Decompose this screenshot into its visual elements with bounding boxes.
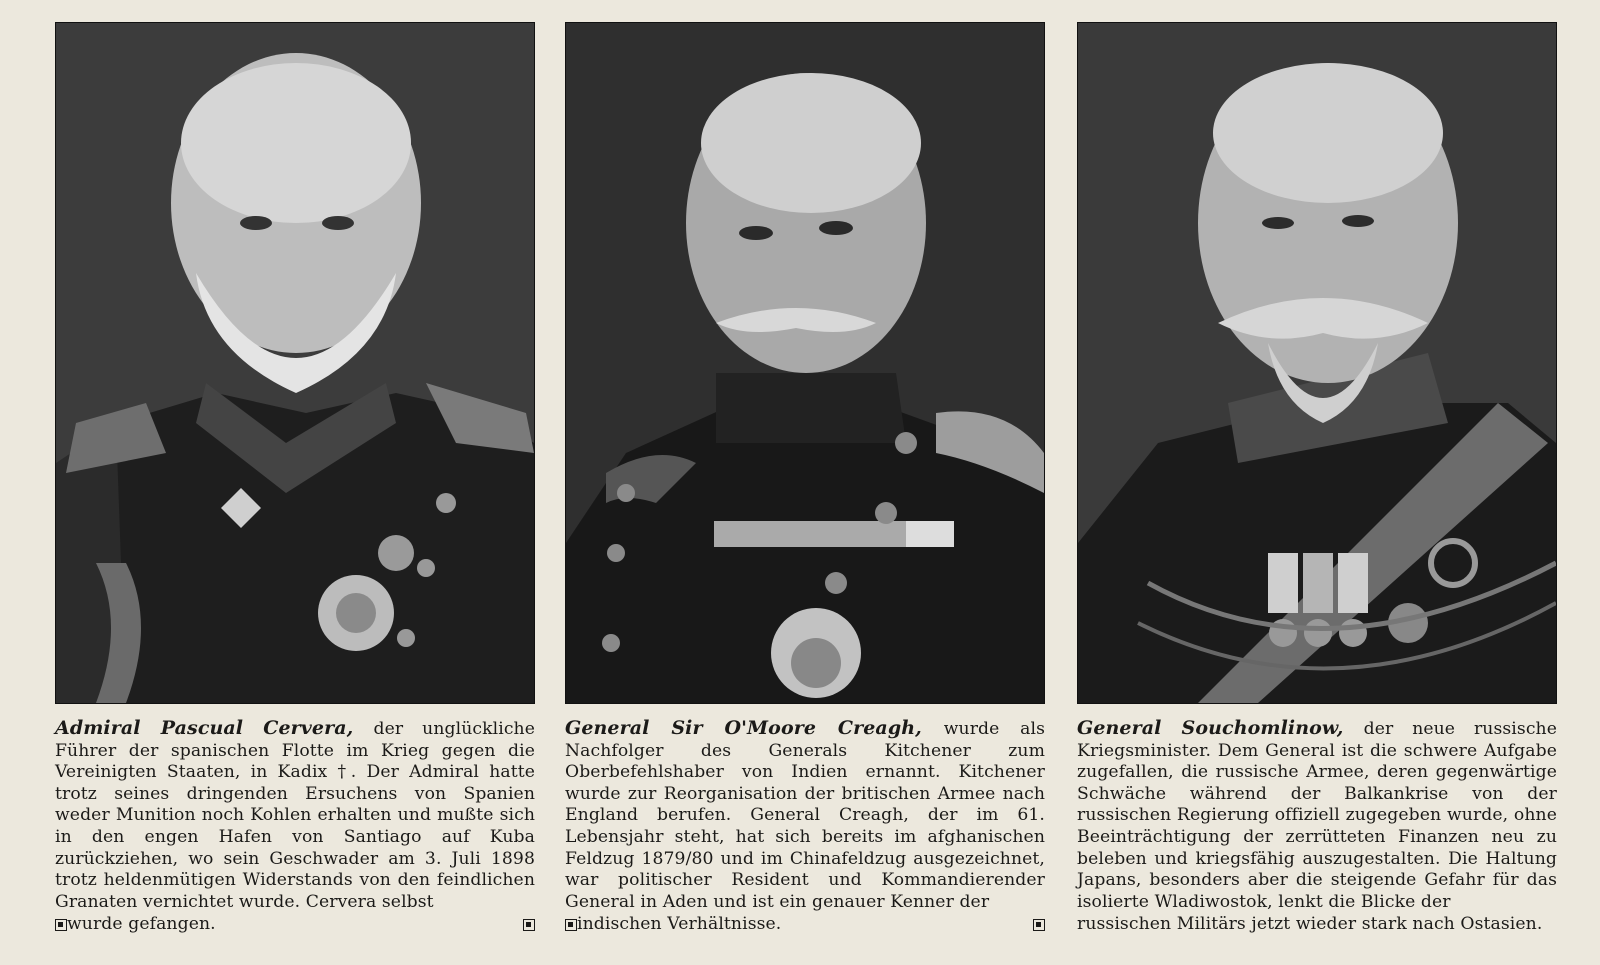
portrait-illustration-creagh [566, 23, 1044, 703]
caption-body: wurde als Nachfolger des Generals Kitchener zum Oberbefehlshaber von Indien ernannt. Kitchener wurde zur Reorganisation der britischen Armee nach England berufen. General Creagh, der im 61. Lebensjahr steht, hat sich bereits im afghanischen Feldzug 1879/80 und im Chinafeldzug ausgezeichnet, war politischer Resident und Kommandierender General in Aden und ist ein genauer Kenner der [565, 719, 1045, 912]
square-marker-icon [1033, 919, 1045, 931]
caption-body: der unglückliche Führer der spanischen Flotte im Krieg gegen die Vereinigten Staaten, in Kadix †. Der Admiral hatte trotz seines dringenden Ersuchens von Spanien weder Munition noch Kohlen erhalten und mußte sich in den engen Hafen von Santiago auf Kuba zurückziehen, wo sein Geschwader am 3. Juli 1898 trotz heldenmütigen Widerstands von den feindlichen Granaten vernichtet wurde. Cervera selbst [55, 719, 535, 912]
caption-body: der neue russische Kriegsminister. Dem General ist die schwere Aufgabe zugefallen, die russische Armee, deren gegenwärtige Schwäche während der Balkankrise von der russischen Regierung offiziell zugegeben wurde, ohne Beeinträchtigung der zerrütteten Finanzen neu zu beleben und kriegsfähig auszugestalten. Die Haltung Japans, besonders aber die steigende Gefahr für das isolierte Wladiwostok, lenkt die Blicke der [1077, 719, 1557, 912]
caption-last-line [55, 914, 535, 936]
portrait-illustration-cervera [56, 23, 534, 703]
caption-name: General Souchomlinow, [1077, 717, 1364, 739]
caption-creagh [565, 718, 1045, 936]
caption-last-line-text: russischen Militärs jetzt wieder stark nach Ostasien. [1077, 914, 1543, 935]
portrait-photo-cervera [55, 22, 535, 704]
portrait-column-souchomlinow [1077, 22, 1557, 936]
caption-last-line [1077, 914, 1557, 936]
portrait-column-creagh [565, 22, 1045, 936]
portrait-photo-creagh [565, 22, 1045, 704]
square-marker-icon [55, 919, 67, 931]
square-marker-icon [565, 919, 577, 931]
caption-last-line [565, 914, 1045, 936]
caption-name: Admiral Pascual Cervera, [55, 717, 374, 739]
portrait-column-cervera [55, 22, 535, 936]
caption-last-line-text: indischen Verhältnisse. [577, 914, 782, 935]
square-marker-icon [523, 919, 535, 931]
portrait-photo-souchomlinow [1077, 22, 1557, 704]
caption-cervera [55, 718, 535, 936]
portrait-illustration-souchomlinow [1078, 23, 1556, 703]
caption-last-line-text: wurde gefangen. [67, 914, 216, 935]
caption-souchomlinow [1077, 718, 1557, 936]
caption-name: General Sir O'Moore Creagh, [565, 717, 944, 739]
